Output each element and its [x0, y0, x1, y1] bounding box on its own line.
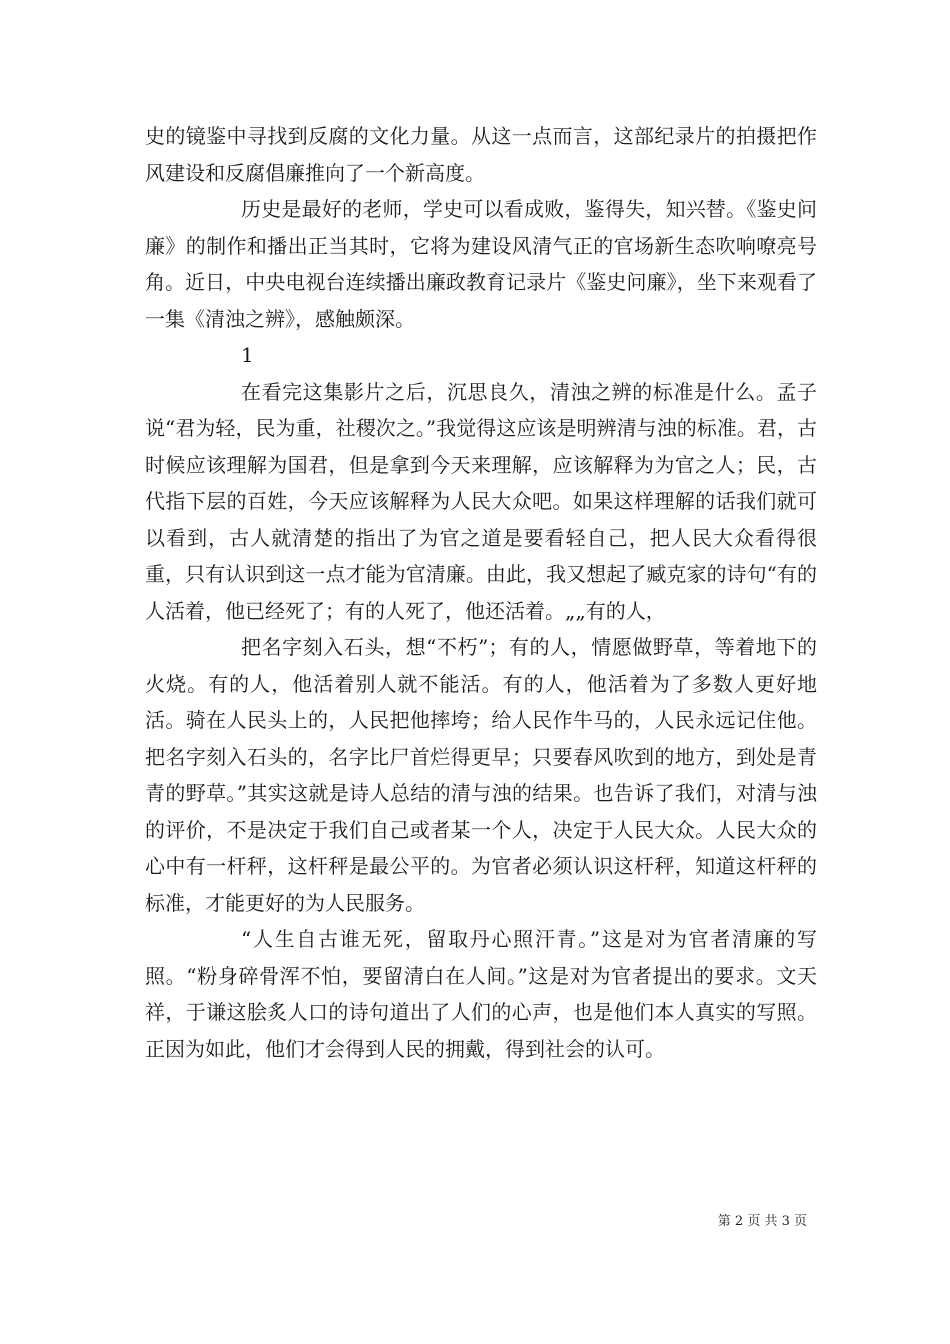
page-number-footer: 第 2 页 共 3 页 — [717, 1214, 807, 1229]
section-number: 1 — [241, 343, 254, 367]
document-body — [145, 118, 817, 1067]
paragraph-poem: 把名字刻入石头，想“不朽”；有的人，情愿做野草，等着地下的火烧。有的人，他活着别人就不能活。有的人，他活着为了多数人更好地活。骑在人民头上的，人民把他摔垮；给人民作牛马的，人民永远记住他。把名字刻入石头的，名字比尸首烂得更早；只要春风吹到的地方，到处是青青的野草。”其实这就是诗人总结的清与浊的结果。也告诉了我们，对清与浊的评价，不是决定于我们自己或者某一个人，决定于人民大众。人民大众的心中有一杆秤，这杆秤是最公平的。为官者必须认识这杆秤，知道这杆秤的标准，才能更好的为人民服务。 — [145, 635, 817, 915]
paragraph-continuation: 史的镜鉴中寻找到反腐的文化力量。从这一点而言，这部纪录片的拍摄把作风建设和反腐倡廉推向了一个新高度。 — [145, 124, 817, 185]
paragraph-history-teacher: 历史是最好的老师，学史可以看成败，鉴得失，知兴替。《鉴史问廉》的制作和播出正当其时，它将为建设风清气正的官场新生态吹响嘹亮号角。近日，中央电视台连续播出廉政教育记录片《鉴史问廉》，坐下来观看了一集《清浊之辨》，感触颇深。 — [145, 197, 817, 331]
paragraph-conclusion: “人生自古谁无死，留取丹心照汗青。”这是对为官者清廉的写照。“粉身碎骨浑不怕，要留清白在人间。”这是对为官者提出的要求。文天祥，于谦这脍炙人口的诗句道出了人们的心声，也是他们本人真实的写照。正因为如此，他们才会得到人民的拥戴，得到社会的认可。 — [145, 927, 817, 1061]
paragraph-clear-turbid: 在看完这集影片之后，沉思良久，清浊之辨的标准是什么。孟子说“君为轻，民为重，社稷次之。”我觉得这应该是明辨清与浊的标准。君，古时候应该理解为国君，但是拿到今天来理解，应该解释为为官之人；民，古代指下层的百姓，今天应该解释为人民大众吧。如果这样理解的话我们就可以看到，古人就清楚的指出了为官之道是要看轻自己，把人民大众看得很重，只有认识到这一点才能为官清廉。由此，我又想起了臧克家的诗句“有的人活着，他已经死了；有的人死了，他还活着。„„有的人， — [145, 379, 817, 623]
